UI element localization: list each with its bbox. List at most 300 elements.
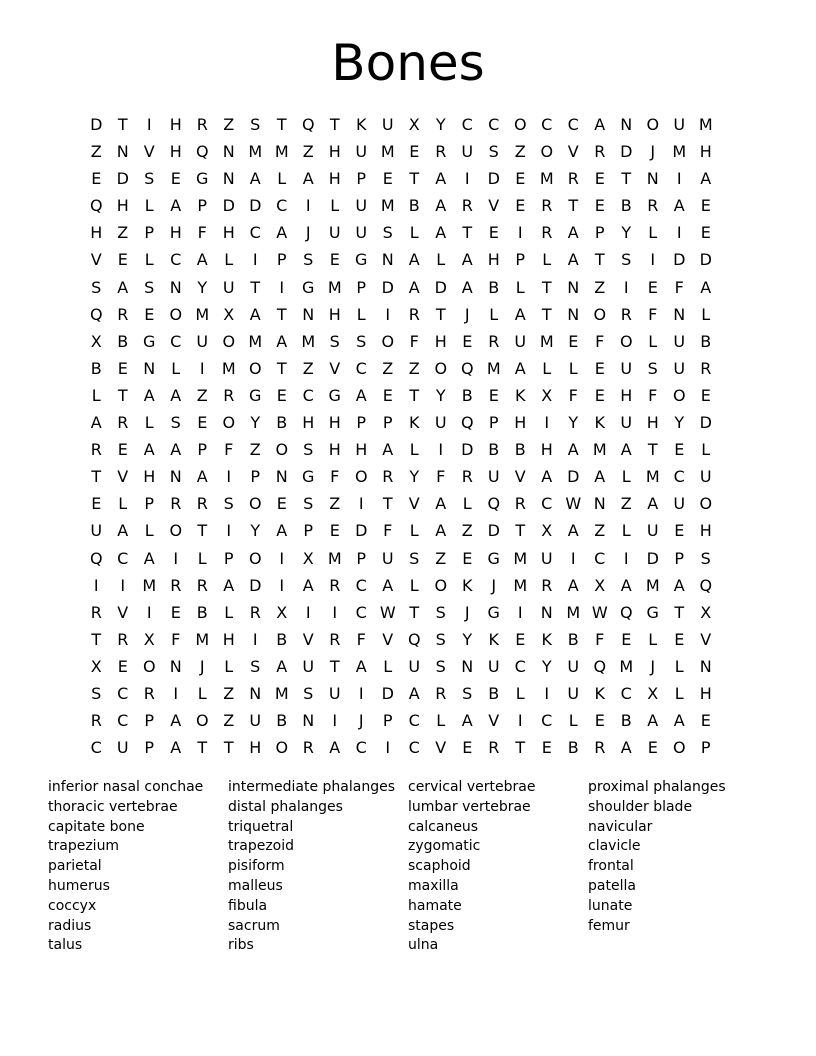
grid-letter: I [517,602,523,622]
grid-letter: L [568,358,578,378]
grid-letter: C [90,738,102,758]
grid-letter: C [408,738,420,758]
grid-letter: O [222,331,236,351]
grid-letter: X [302,548,314,568]
grid-letter: L [674,656,684,676]
grid-letter: I [517,223,523,243]
grid-letter: D [487,521,500,541]
grid-letter: H [222,223,235,243]
word-list-item: scaphoid [408,858,471,875]
grid-letter: R [541,196,553,216]
grid-letter: R [196,575,208,595]
grid-letter: Z [620,494,632,514]
grid-letter: K [541,629,552,649]
grid-letter: N [275,467,288,487]
grid-letter: S [303,683,314,703]
grid-letter: A [461,277,473,297]
grid-letter: A [170,738,182,758]
grid-letter: G [249,385,262,405]
word-list-item: triquetral [228,818,294,835]
grid-letter: U [514,331,527,351]
grid-letter: H [143,467,156,487]
grid-letter: V [382,629,394,649]
grid-letter: I [93,575,99,595]
grid-letter: A [249,304,261,324]
grid-letter: I [676,169,682,189]
grid-letter: U [620,413,633,433]
grid-letter: L [621,521,631,541]
grid-letter: R [435,683,447,703]
grid-letter: G [302,467,315,487]
grid-letter: Y [568,413,579,433]
grid-letter: I [332,711,338,731]
grid-letter: E [647,277,658,297]
grid-letter: T [329,656,340,676]
grid-letter: U [673,358,686,378]
grid-letter: H [487,250,500,270]
grid-letter: T [541,277,552,297]
grid-letter: M [195,304,210,324]
grid-letter: P [356,548,367,568]
grid-letter: J [305,223,311,243]
grid-letter: L [224,656,234,676]
grid-letter: B [488,440,500,460]
grid-letter: L [197,683,207,703]
grid-letter: Y [435,115,446,134]
grid-letter: Q [301,115,315,134]
grid-letter: M [327,548,342,568]
grid-letter: L [409,575,419,595]
grid-letter: A [435,223,447,243]
grid-letter: G [143,331,156,351]
grid-letter: M [539,169,554,189]
grid-letter: A [700,277,712,297]
grid-letter: M [486,358,501,378]
word-list-item: cervical vertebrae [408,779,536,795]
grid-letter: E [700,223,711,243]
grid-letter: Z [594,277,606,297]
grid-letter: M [645,575,660,595]
grid-letter: P [223,548,234,568]
grid-letter: O [699,494,713,514]
grid-letter: U [434,413,447,433]
grid-letter: L [277,169,287,189]
grid-letter: T [91,467,102,487]
grid-letter: D [434,277,447,297]
grid-letter: B [408,196,420,216]
grid-letter: G [196,169,209,189]
grid-letter: E [594,711,605,731]
grid-letter: E [170,169,181,189]
grid-letter: V [90,250,102,270]
grid-letter: P [382,413,393,433]
grid-letter: V [302,629,314,649]
grid-letter: T [117,385,128,405]
grid-letter: V [408,494,420,514]
grid-letter: S [409,548,420,568]
grid-letter: A [567,440,579,460]
grid-letter: P [144,711,155,731]
grid-letter: Q [593,656,607,676]
grid-letter: U [461,142,474,162]
word-list-item: capitate bone [48,818,145,835]
word-list-item: pisiform [228,858,285,875]
grid-letter: N [593,494,606,514]
grid-letter: P [144,223,155,243]
grid-letter: V [329,358,341,378]
grid-letter: B [567,738,579,758]
grid-letter: T [647,440,658,460]
grid-letter: E [647,738,658,758]
grid-letter: N [673,304,686,324]
grid-letter: M [380,196,395,216]
grid-letter: U [646,521,659,541]
grid-letter: A [620,575,632,595]
word-list-item: frontal [588,858,634,875]
grid-letter: E [276,494,287,514]
grid-letter: A [276,656,288,676]
grid-letter: I [544,413,550,433]
grid-letter: E [117,656,128,676]
grid-letter: L [515,683,525,703]
grid-letter: Y [674,413,685,433]
grid-letter: L [701,440,711,460]
grid-letter: N [302,711,315,731]
grid-letter: M [327,277,342,297]
grid-letter: Q [89,548,103,568]
grid-letter: M [672,142,687,162]
grid-letter: O [593,304,607,324]
grid-letter: S [223,494,234,514]
grid-letter: S [303,494,314,514]
grid-letter: A [170,385,182,405]
grid-letter: C [673,467,685,487]
grid-letter: T [276,358,287,378]
grid-letter: O [142,656,156,676]
grid-letter: T [329,115,340,134]
grid-letter: V [488,196,500,216]
grid-letter: I [305,196,311,216]
word-list-item: ribs [228,937,254,954]
grid-letter: U [673,331,686,351]
grid-letter: R [567,169,579,189]
grid-letter: S [144,277,155,297]
grid-letter: E [329,521,340,541]
grid-letter: X [541,521,553,541]
grid-letter: Y [250,521,261,541]
grid-letter: N [222,169,235,189]
grid-letter: V [488,711,500,731]
grid-letter: H [328,304,341,324]
grid-letter: A [355,385,367,405]
grid-letter: N [646,169,659,189]
grid-letter: A [435,521,447,541]
grid-letter: X [700,602,712,622]
grid-letter: T [515,738,526,758]
grid-letter: I [385,304,391,324]
grid-letter: J [464,602,470,622]
grid-letter: B [461,385,473,405]
grid-letter: A [117,277,129,297]
grid-letter: C [567,115,579,134]
grid-letter: F [197,223,207,243]
grid-letter: L [383,656,393,676]
grid-letter: M [645,467,660,487]
grid-letter: I [305,602,311,622]
grid-letter: A [143,385,155,405]
grid-letter: E [594,385,605,405]
grid-letter: S [435,602,446,622]
grid-letter: U [673,115,686,134]
grid-letter: M [248,142,263,162]
grid-letter: M [301,331,316,351]
grid-letter: K [462,575,473,595]
grid-letter: R [90,602,102,622]
grid-letter: S [621,250,632,270]
grid-letter: D [222,196,235,216]
grid-letter: L [542,358,552,378]
grid-letter: E [515,169,526,189]
grid-letter: B [700,331,712,351]
grid-letter: L [91,385,101,405]
grid-letter: R [196,494,208,514]
grid-letter: U [487,467,500,487]
grid-letter: A [249,169,261,189]
grid-letter: C [276,196,288,216]
grid-letter: E [488,385,499,405]
grid-letter: N [567,277,580,297]
grid-letter: D [381,683,394,703]
word-list-item: sacrum [228,917,280,934]
grid-letter: M [513,575,528,595]
grid-letter: L [436,711,446,731]
grid-letter: R [647,196,659,216]
grid-letter: V [143,142,155,162]
grid-letter: R [382,467,394,487]
grid-letter: S [91,277,102,297]
grid-letter: R [541,223,553,243]
grid-letter: L [197,548,207,568]
grid-letter: H [514,413,527,433]
grid-letter: N [540,602,553,622]
grid-letter: N [169,277,182,297]
grid-letter: H [249,738,262,758]
grid-letter: C [355,575,367,595]
grid-letter: S [303,250,314,270]
grid-letter: T [382,494,393,514]
word-list-item: patella [588,877,636,894]
grid-letter: I [464,169,470,189]
grid-letter: E [462,331,473,351]
grid-letter: Q [699,575,713,595]
word-list-item: talus [48,937,83,954]
grid-letter: I [358,683,364,703]
grid-letter: O [381,331,395,351]
grid-letter: P [276,250,287,270]
grid-letter: B [488,277,500,297]
word-list-item: thoracic vertebrae [48,798,178,815]
grid-letter: A [673,196,685,216]
grid-letter: E [117,250,128,270]
grid-letter: A [196,467,208,487]
grid-letter: B [620,711,632,731]
grid-letter: A [276,331,288,351]
grid-letter: P [250,467,261,487]
grid-letter: U [408,656,421,676]
grid-letter: E [117,358,128,378]
grid-letter: L [674,683,684,703]
grid-letter: C [117,548,129,568]
grid-letter: L [144,196,154,216]
grid-letter: B [90,358,102,378]
grid-letter: H [434,331,447,351]
grid-letter: I [146,115,152,134]
grid-letter: J [650,656,656,676]
grid-letter: R [541,575,553,595]
grid-letter: V [700,629,712,649]
grid-letter: X [594,575,606,595]
grid-letter: R [461,467,473,487]
grid-letter: E [144,304,155,324]
grid-letter: E [117,440,128,460]
grid-letter: P [356,169,367,189]
grid-letter: O [434,358,448,378]
grid-letter: D [620,142,633,162]
grid-letter: T [568,196,579,216]
grid-letter: K [356,115,367,134]
grid-letter: N [249,683,262,703]
grid-letter: A [408,250,420,270]
word-list-item: navicular [588,818,653,835]
word-list-item: parietal [48,858,102,875]
grid-letter: Y [250,413,261,433]
grid-letter: C [620,683,632,703]
grid-letter: U [355,196,368,216]
grid-letter: R [488,738,500,758]
grid-letter: F [568,385,578,405]
word-list-item: inferior nasal conchae [48,779,204,795]
grid-letter: Z [514,142,526,162]
grid-letter: B [514,440,526,460]
grid-letter: J [358,711,364,731]
grid-letter: I [517,711,523,731]
grid-letter: T [276,115,287,134]
word-list-item: hamate [408,897,462,914]
grid-letter: S [435,629,446,649]
grid-letter: L [144,250,154,270]
word-list [48,778,808,956]
grid-letter: S [356,331,367,351]
grid-letter: F [648,304,658,324]
word-list-item: ulna [408,937,439,954]
grid-letter: M [380,142,395,162]
grid-letter: J [464,304,470,324]
word-list-item: lunate [588,897,633,914]
grid-letter: Z [408,358,420,378]
grid-letter: S [382,223,393,243]
grid-letter: C [461,115,473,134]
grid-letter: Y [409,467,420,487]
grid-letter: A [90,413,102,433]
grid-letter: F [330,467,340,487]
grid-letter: A [514,304,526,324]
grid-letter: D [699,413,712,433]
grid-letter: M [274,683,289,703]
grid-letter: E [488,223,499,243]
grid-letter: R [170,494,182,514]
grid-letter: G [487,602,500,622]
grid-letter: O [513,115,527,134]
grid-letter: L [224,250,234,270]
grid-letter: H [328,440,341,460]
grid-letter: A [117,521,129,541]
word-list-item: femur [588,917,630,934]
grid-letter: D [646,548,659,568]
grid-letter: A [461,250,473,270]
grid-letter: T [250,277,261,297]
grid-letter: T [276,304,287,324]
grid-letter: U [249,711,262,731]
grid-letter: K [594,413,605,433]
grid-letter: I [650,250,656,270]
grid-letter: N [381,250,394,270]
grid-letter: M [221,358,236,378]
grid-letter: C [408,711,420,731]
grid-letter: L [409,223,419,243]
grid-letter: T [197,738,208,758]
grid-letter: N [567,304,580,324]
grid-letter: R [488,331,500,351]
grid-letter: A [355,656,367,676]
grid-letter: S [435,656,446,676]
grid-letter: C [170,331,182,351]
grid-letter: N [620,115,633,134]
grid-letter: E [621,629,632,649]
grid-letter: A [514,358,526,378]
grid-letter: F [356,629,366,649]
grid-letter: G [302,277,315,297]
page-title: Bones [331,34,485,92]
grid-letter: D [116,169,129,189]
grid-letter: L [144,413,154,433]
grid-letter: Z [329,494,341,514]
grid-letter: B [488,683,500,703]
grid-letter: Z [223,115,235,134]
grid-letter: A [700,169,712,189]
grid-letter: O [169,304,183,324]
grid-letter: P [515,250,526,270]
grid-letter: B [117,331,129,351]
grid-letter: E [409,142,420,162]
word-list-item: proximal phalanges [588,779,726,795]
grid-letter: H [355,440,368,460]
grid-letter: E [700,711,711,731]
grid-letter: Q [460,413,474,433]
grid-letter: U [699,467,712,487]
grid-letter: G [646,602,659,622]
grid-letter: Z [594,521,606,541]
grid-letter: N [116,142,129,162]
word-list-item: distal phalanges [228,798,343,815]
word-list-item: trapezium [48,838,120,855]
grid-letter: P [488,413,499,433]
word-list-item: fibula [228,897,268,914]
grid-letter: U [620,358,633,378]
grid-letter: L [356,304,366,324]
grid-letter: T [674,602,685,622]
grid-letter: Z [302,142,314,162]
grid-letter: E [462,548,473,568]
